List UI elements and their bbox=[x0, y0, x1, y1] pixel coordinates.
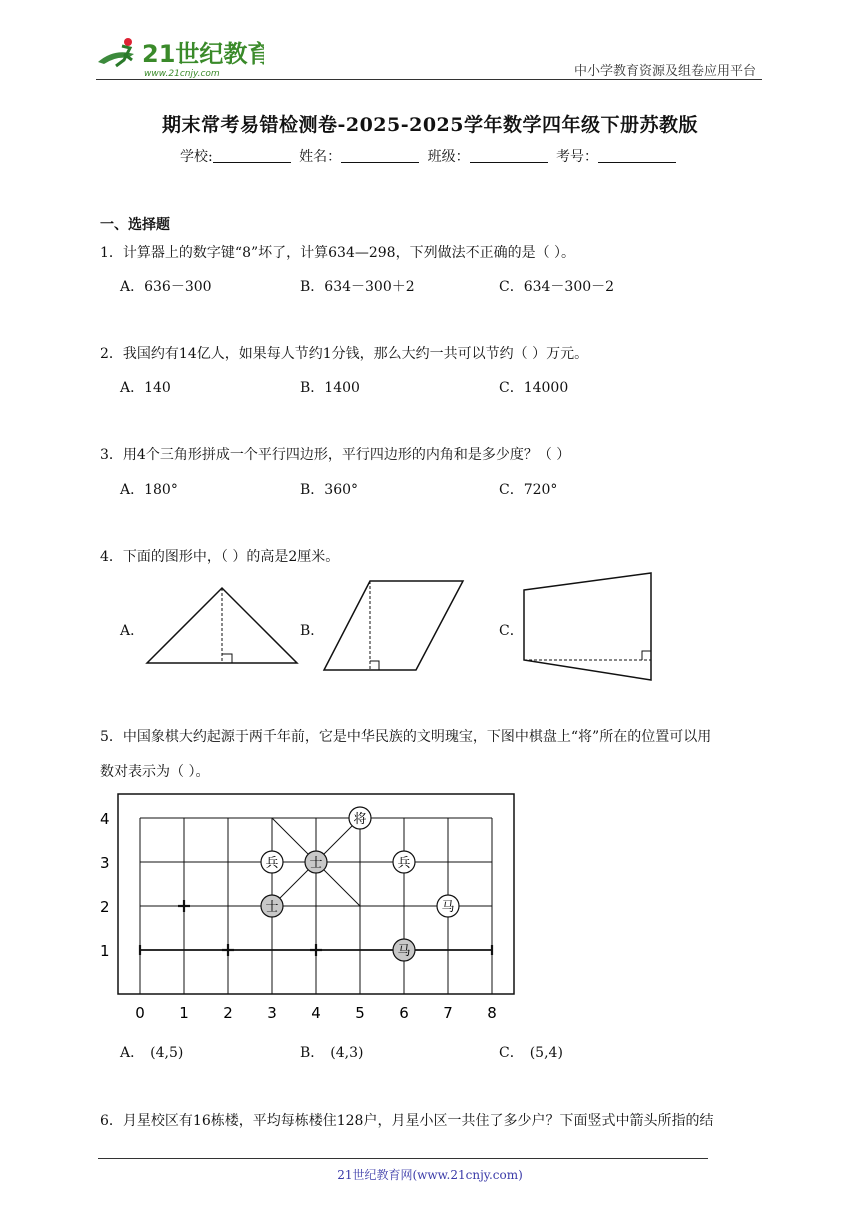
q1-option-c[interactable]: C．634－300－2 bbox=[499, 279, 615, 295]
chess-piece bbox=[261, 895, 283, 917]
x-tick-label: 6 bbox=[399, 1004, 409, 1022]
q4-option-a[interactable]: A． bbox=[120, 623, 145, 639]
chess-piece bbox=[393, 939, 415, 961]
question-4-stem: 4．下面的图形中，（ ）的高是2厘米。 bbox=[100, 549, 340, 565]
q3-option-a[interactable]: A．180° bbox=[120, 482, 178, 498]
chess-piece-label: 兵 bbox=[397, 856, 411, 871]
x-tick-label: 7 bbox=[443, 1004, 453, 1022]
triangle-figure bbox=[140, 580, 310, 670]
chessboard-y-labels bbox=[100, 810, 110, 960]
page-title: 期末常考易错检测卷-2025-2025学年数学四年级下册苏教版 bbox=[161, 114, 699, 136]
class-blank[interactable] bbox=[470, 148, 548, 163]
y-tick-label: 3 bbox=[100, 854, 110, 872]
school-blank[interactable] bbox=[213, 148, 291, 163]
chess-piece bbox=[393, 851, 415, 873]
chess-piece-label: 兵 bbox=[265, 856, 279, 871]
parallelogram-figure bbox=[318, 576, 468, 674]
q5-option-c[interactable] bbox=[499, 1042, 563, 1062]
footer-text: 21世纪教育网(www.21cnjy.com) bbox=[337, 1168, 523, 1182]
chess-piece-label: 马 bbox=[397, 944, 411, 959]
name-label: 姓名： bbox=[299, 149, 342, 165]
q1-option-b[interactable]: B．634－300＋2 bbox=[300, 279, 415, 295]
q1-option-a[interactable]: A．636－300 bbox=[120, 279, 212, 295]
question-2-stem: 2．我国约有14亿人，如果每人节约1分钱，那么大约一共可以节约（ ）万元。 bbox=[100, 346, 589, 362]
x-tick-label: 2 bbox=[223, 1004, 233, 1022]
q5-option-b[interactable] bbox=[300, 1042, 364, 1062]
x-tick-label: 8 bbox=[487, 1004, 497, 1022]
number-blank[interactable] bbox=[598, 148, 676, 163]
header-divider bbox=[96, 79, 762, 80]
trapezoid-figure bbox=[518, 570, 658, 684]
chessboard-x-labels bbox=[135, 1004, 497, 1022]
q5-option-a-value: (4,5) bbox=[150, 1045, 184, 1061]
footer-divider bbox=[98, 1158, 708, 1159]
class-label: 班级： bbox=[427, 149, 470, 165]
q2-option-c[interactable]: C．14000 bbox=[499, 380, 569, 396]
chess-piece-label: 将 bbox=[353, 812, 367, 827]
number-label: 考号： bbox=[556, 149, 599, 165]
chess-piece bbox=[349, 807, 371, 829]
logo-text: 21世纪教育 bbox=[142, 40, 264, 68]
question-6-stem: 6．月星校区有16栋楼，平均每栋楼住128户，月星小区一共住了多少户？下面竖式中箭头所指的结 bbox=[100, 1113, 714, 1129]
name-blank[interactable] bbox=[341, 148, 419, 163]
section-heading: 一、选择题 bbox=[100, 217, 170, 233]
q2-option-b[interactable]: B．1400 bbox=[300, 380, 360, 396]
q3-option-c[interactable]: C．720° bbox=[499, 482, 558, 498]
question-5-stem-line2: 数对表示为（ ）。 bbox=[100, 764, 210, 780]
logo-url: www.21cnjy.com bbox=[144, 69, 220, 79]
question-5-stem-line1: 5．中国象棋大约起源于两千年前，它是中华民族的文明瑰宝，下图中棋盘上“将”所在的位置可以用 bbox=[100, 729, 712, 745]
logo bbox=[94, 32, 264, 80]
x-tick-label: 3 bbox=[267, 1004, 277, 1022]
q5-option-b-value: (4,3) bbox=[330, 1045, 364, 1061]
chess-piece bbox=[261, 851, 283, 873]
q3-option-b[interactable]: B．360° bbox=[300, 482, 359, 498]
chessboard bbox=[90, 790, 530, 1030]
q5-option-c-label: C． bbox=[499, 1045, 524, 1061]
student-info bbox=[0, 146, 860, 166]
q5-option-a-label: A． bbox=[120, 1045, 145, 1061]
question-1-stem: 1．计算器上的数字键“8”坏了，计算634—298，下列做法不正确的是（ ）。 bbox=[100, 245, 576, 261]
y-tick-label: 4 bbox=[100, 810, 110, 828]
x-tick-label: 0 bbox=[135, 1004, 145, 1022]
q2-option-a[interactable]: A．140 bbox=[120, 380, 171, 396]
x-tick-label: 5 bbox=[355, 1004, 365, 1022]
chess-piece-label: 士 bbox=[309, 856, 323, 871]
q5-option-a[interactable] bbox=[120, 1042, 183, 1062]
q5-option-b-label: B． bbox=[300, 1045, 325, 1061]
chess-piece-label: 士 bbox=[265, 900, 279, 915]
chess-piece bbox=[437, 895, 459, 917]
y-tick-label: 1 bbox=[100, 942, 110, 960]
y-tick-label: 2 bbox=[100, 898, 110, 916]
q4-option-b[interactable]: B． bbox=[300, 623, 325, 639]
chess-piece bbox=[305, 851, 327, 873]
x-tick-label: 1 bbox=[179, 1004, 189, 1022]
school-label: 学校: bbox=[179, 149, 213, 165]
chess-piece-label: 马 bbox=[441, 900, 455, 915]
question-3-stem: 3．用4个三角形拼成一个平行四边形，平行四边形的内角和是多少度？（ ） bbox=[100, 447, 571, 463]
platform-text: 中小学教育资源及组卷应用平台 bbox=[573, 64, 756, 79]
q5-option-c-value: (5,4) bbox=[529, 1045, 563, 1061]
q4-option-c[interactable]: C． bbox=[499, 623, 524, 639]
x-tick-label: 4 bbox=[311, 1004, 321, 1022]
